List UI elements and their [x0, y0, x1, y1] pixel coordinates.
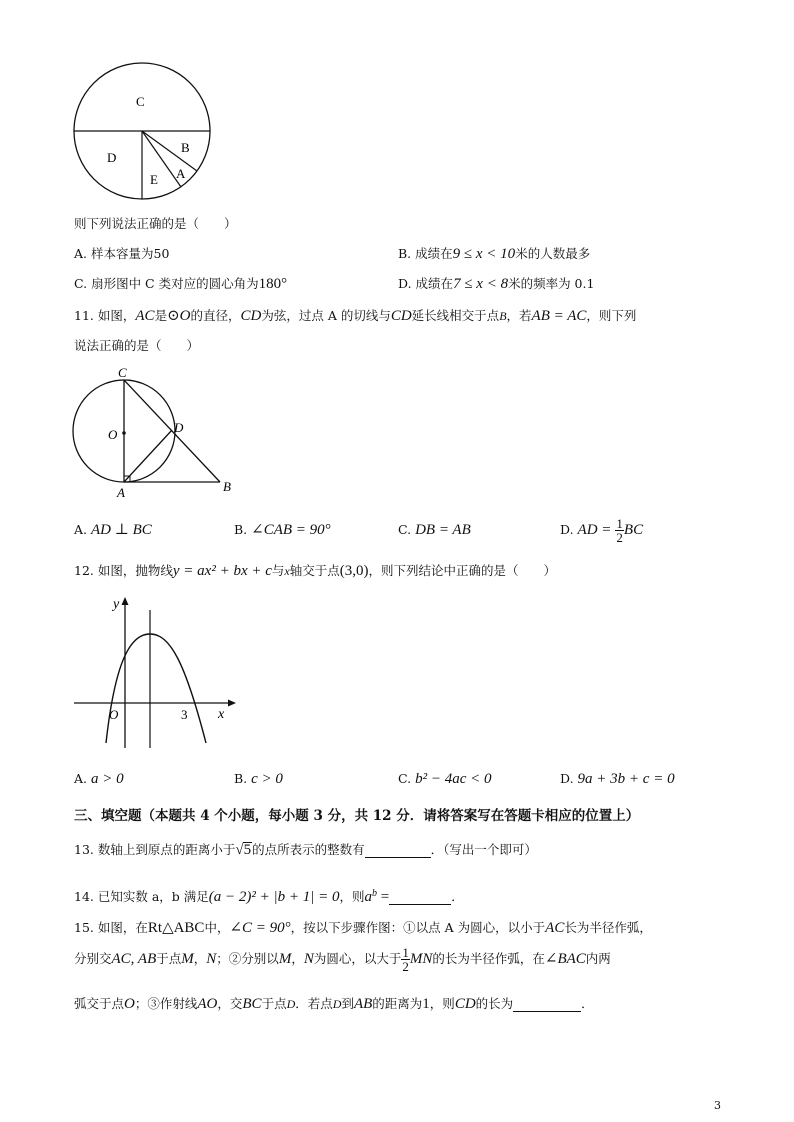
stem-math: M [181, 951, 194, 967]
q11-stem-line2: 说法正确的是（ ） [74, 338, 200, 353]
fraction-denominator: 2 [616, 530, 623, 545]
option-math: 7 ≤ x < 8 [453, 276, 509, 292]
option-text: 扇形图中 C 类对应的圆心角为 [91, 276, 259, 291]
stem-math: y = ax² + bx + c [172, 563, 272, 579]
q10-option-c [74, 276, 287, 292]
stem-text: ；③作射线 [134, 996, 198, 1011]
stem-math: O [124, 996, 135, 1012]
stem-text: ，则 [429, 996, 455, 1011]
q12-option-b [234, 771, 283, 787]
stem-text: 如图，抛物线 [97, 563, 173, 578]
option-text: 样本容量为50 [91, 246, 170, 261]
q11-option-a [74, 522, 152, 538]
option-letter: D. [560, 771, 574, 786]
pie-label-b: B [181, 140, 190, 155]
option-text: 成绩在 [415, 276, 454, 291]
option-letter: D. [560, 522, 574, 537]
question-number: 14. [74, 889, 94, 905]
q10-option-a [74, 246, 169, 262]
stem-math: Rt△ABC [147, 920, 205, 936]
option-letter: C. [74, 276, 88, 291]
answer-blank[interactable] [365, 843, 431, 858]
stem-math: AB [353, 996, 373, 1012]
stem-text: 如图， [97, 308, 136, 323]
stem-math: CD [390, 308, 412, 324]
stem-text: 为弦，过点 A 的切线与 [261, 308, 391, 323]
stem-text: 内两 [585, 951, 611, 966]
stem-text: ． [581, 996, 594, 1011]
q15-line2 [74, 944, 611, 974]
q10-option-b [398, 246, 590, 262]
stem-text: 中， [204, 920, 230, 935]
stem-math: 1 [422, 996, 430, 1012]
stem-text: 于点 [261, 996, 287, 1011]
stem-text: 轴交于点 [289, 563, 340, 578]
stem-math: (a − 2)² + |b + 1| = 0 [208, 889, 340, 906]
stem-math: a [364, 889, 373, 906]
stem-math: B [499, 309, 507, 323]
stem-math: N [206, 951, 217, 967]
q11-option-c [398, 522, 471, 538]
option-math: DB = AB [415, 522, 471, 538]
fraction-denominator: 2 [402, 959, 409, 974]
exponent: b [372, 888, 378, 899]
fraction-one-half [401, 946, 410, 973]
option-math: ∠CAB = 90° [251, 522, 331, 538]
fraction-numerator: 1 [616, 516, 623, 531]
stem-text: ，则下列结论中正确的是（ ） [368, 563, 557, 578]
q15-line1 [74, 920, 652, 936]
option-math: a > 0 [91, 771, 124, 787]
stem-text: 为圆心，以大于 [313, 951, 402, 966]
stem-text: ， [291, 951, 304, 966]
stem-text: ，若 [506, 308, 532, 323]
sqrt-symbol: √ [235, 842, 244, 858]
q12-option-a [74, 771, 124, 787]
q12-stem [74, 563, 556, 579]
stem-text: ．（写出一个即可） [430, 842, 537, 857]
q11-stem-line1 [74, 308, 636, 324]
fig12-label-y: y [113, 597, 120, 612]
fig12-label-o: O [109, 707, 119, 722]
option-letter: C. [398, 771, 412, 786]
stem-text: 是 [154, 308, 168, 323]
fig12-label-x: x [218, 707, 225, 722]
fig11-label-d: D [174, 420, 184, 435]
option-math: b² − 4ac < 0 [415, 771, 492, 787]
stem-math: AB = AC [531, 308, 587, 324]
fig11-label-c: C [118, 366, 127, 380]
pie-label-a: A [176, 166, 186, 181]
q11-option-d [560, 516, 643, 544]
stem-math: (3,0) [339, 563, 369, 579]
option-text: 米的频率为 0.1 [508, 276, 595, 291]
option-letter: C. [398, 522, 412, 537]
q11-circle-figure [70, 366, 240, 502]
fraction-numerator: 1 [402, 945, 409, 960]
option-letter: B. [234, 522, 248, 537]
question-number: 12. [74, 563, 94, 578]
stem-text: 的直径， [190, 308, 241, 323]
option-letter: A. [74, 771, 88, 786]
pie-label-d: D [107, 150, 117, 165]
section-3-title: 三、填空题（本题共 4 个小题，每小题 3 分，共 12 分．请将答案写在答题卡相应的位置上） [74, 808, 640, 824]
stem-math: AC [135, 308, 155, 324]
stem-math: BC [242, 996, 262, 1012]
question-number: 13. [74, 842, 94, 857]
stem-math: CD [240, 308, 262, 324]
stem-text: 弧交于点 [74, 996, 125, 1011]
stem-math: CD [454, 996, 476, 1012]
option-text: 米的人数最多 [515, 246, 591, 261]
option-letter: A. [74, 522, 88, 537]
option-math: BC [623, 522, 644, 538]
stem-text: 分别交 [74, 951, 112, 966]
option-math: AD = [577, 522, 612, 538]
stem-math: ∠BAC [544, 951, 586, 967]
q15-line3 [74, 996, 594, 1012]
option-math: c > 0 [251, 771, 283, 787]
fig11-label-b: B [223, 479, 231, 494]
stem-text: 如图，在 [97, 920, 148, 935]
q10-option-d [398, 276, 594, 292]
stem-text: 与 [271, 563, 285, 578]
option-math: 9 ≤ x < 10 [452, 246, 516, 262]
q12-parabola-figure [70, 592, 240, 752]
stem-math: AC [545, 920, 565, 936]
question-number: 15. [74, 920, 94, 935]
question-number: 11. [74, 308, 94, 323]
stem-math: ⊙O [167, 308, 191, 324]
stem-text: 延长线相交于点 [411, 308, 500, 323]
answer-blank[interactable] [389, 890, 451, 905]
option-text: 成绩在 [415, 246, 453, 261]
fig12-label-3: 3 [181, 707, 188, 722]
stem-text: 的长为 [475, 996, 514, 1011]
stem-text: 到 [341, 996, 354, 1011]
stem-text: ，则 [339, 889, 365, 905]
stem-math: MN [409, 951, 433, 967]
stem-text: 数轴上到原点的距离小于 [97, 842, 236, 857]
page-number: 3 [714, 1099, 721, 1112]
option-math: AD ⊥ BC [91, 522, 152, 538]
stem-math: N [303, 951, 314, 967]
stem-math: M [278, 951, 292, 967]
q13-stem [74, 842, 537, 858]
stem-math: D [286, 997, 296, 1011]
stem-math: ∠C = 90° [229, 920, 291, 936]
option-letter: B. [234, 771, 248, 786]
stem-text: ，交 [217, 996, 243, 1011]
stem-text: ，按以下步骤作图：①以点 A 为圆心，以小于 [290, 920, 546, 935]
option-letter: D. [398, 276, 412, 291]
stem-text: 于点 [156, 951, 182, 966]
fig11-label-o: O [108, 427, 118, 442]
q12-option-d [560, 771, 675, 787]
q11-option-b [234, 522, 331, 538]
stem-math: = [377, 889, 390, 906]
stem-text: ． [451, 889, 464, 905]
fig11-label-a: A [117, 485, 125, 500]
stem-text: ， [193, 951, 207, 966]
stem-text: ；②分别以 [216, 951, 279, 966]
answer-blank[interactable] [513, 997, 581, 1012]
q10-prompt: 则下列说法正确的是（ ） [74, 216, 237, 231]
pie-label-e: E [150, 172, 158, 187]
sqrt-radicand: 5 [243, 842, 252, 858]
option-letter: B. [398, 246, 412, 261]
pie-label-c: C [136, 94, 145, 109]
option-math: 9a + 3b + c = 0 [577, 771, 675, 787]
stem-text: ．若点 [295, 996, 333, 1011]
option-letter: A. [74, 246, 88, 261]
pie-chart-figure [70, 60, 216, 202]
stem-math: D [332, 997, 342, 1011]
stem-text: 的距离为 [372, 996, 423, 1011]
stem-text: ，则下列 [586, 308, 637, 323]
q12-option-c [398, 771, 491, 787]
option-math: 180° [258, 276, 288, 292]
stem-math: x [284, 564, 290, 578]
stem-text: 已知实数 a，b 满足 [97, 889, 209, 905]
stem-text: 长为半径作弧， [564, 920, 652, 935]
stem-text: 的点所表示的整数有 [252, 842, 365, 857]
stem-text: 的长为半径作弧，在 [432, 951, 545, 966]
stem-math: AC, AB [111, 951, 157, 967]
stem-math: AO [197, 996, 218, 1012]
q14-stem [74, 886, 464, 905]
fraction-one-half [615, 517, 624, 544]
